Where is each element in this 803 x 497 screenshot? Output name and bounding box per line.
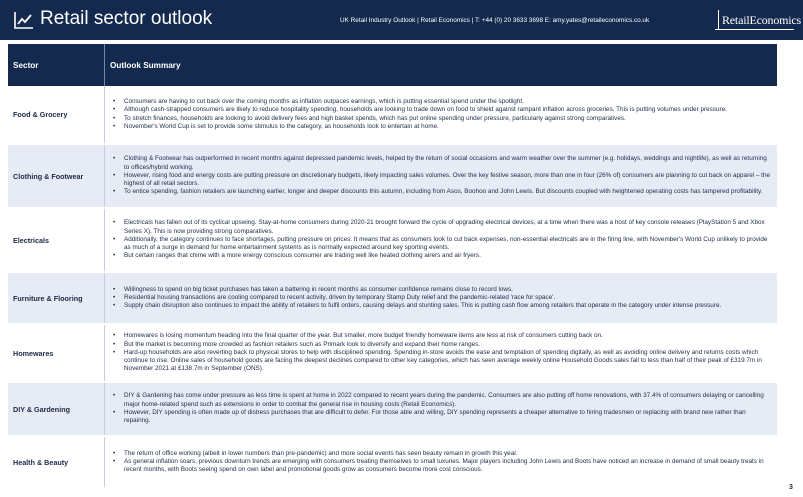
table-row [8,86,777,144]
bullet-item: • Although cash-strapped consumers are likely to reduce hospitality spending, households are looking to trade down on food to shield against rampant inflation across groceries. This is putting volumes under pressure. [124,106,771,114]
bullet-list [105,332,777,373]
bullet-item: • Residential housing transactions are cooling compared to recent activity, driven by temporary Stamp Duty relief and the pandemic-related 'race for space'. [124,294,771,302]
bullet-list [105,392,777,425]
line-chart-icon [14,11,34,29]
bullet-item: • Supply chain disruption also continues to impact the ability of retailers to fulfil orders, causing delays and stunting sales. This is putting cash flow among retailers that operate in the category under intense pressure. [124,302,771,310]
bullet-list [105,155,777,196]
bullet-item: • To stretch finances, households are looking to avoid delivery fees and high basket spends, which has put online spending under pressure, particularly against strong comparatives. [124,115,771,123]
bullet-item: • Homewares is losing momentum heading into the final quarter of the year. But smaller, more budget friendly homeware items are less at risk of consumers cutting back on. [124,332,771,340]
summary-cell [105,144,778,208]
bullet-item: • But certain ranges that chime with a more energy conscious consumer are trading well like heated clothing airers and air fryers. [124,252,771,260]
sector-name: Homewares [8,324,105,382]
sector-name: Health & Beauty [8,436,105,488]
bullet-list [105,286,777,311]
bullet-item: • Willingness to spend on big ticket purchases has taken a battering in recent months as consumer confidence remains close to record lows. [124,286,771,294]
retail-economics-logo[interactable] [718,10,801,36]
bullet-list [105,450,777,475]
bullet-item: • To entice spending, fashion retailers are launching earlier, longer and deeper discounts this autumn, including from Asos, Boohoo and John Lewis. But discounts coupled with heightened operating costs has tampered profitability. [124,188,771,196]
bullet-item: • Additionally, the category continues to face shortages, putting pressure on prices. It means that as consumers look to cut back expenses, non-essential electricals are in the firing line, with November's World Cup unlikely to provide as much of a surge in demand for home entertainment systems as is normally expected around key sporting events. [124,236,771,253]
summary-cell [105,324,778,382]
logo-text: RetailEconomics [722,13,801,27]
table-row [8,272,777,324]
bullet-item: • Hard-up households are also reverting back to physical stores to help with disciplined spending. Spending in-store avoids the ease and temptation of spending digitally, as well as avoiding online delivery and returns costs which continue to rise. Online sales of household goods are facing the deepest declines compared to other key categories, which has seen average weekly online Household Goods sales fall to less than half of their peak of £319.7m in November 2021 at £138.7m in September (ONS). [124,349,771,374]
summary-column-header: Outlook Summary [105,44,778,86]
table-row [8,208,777,272]
sector-name: Food & Grocery [8,86,105,144]
logo-tick [715,29,719,30]
bullet-list [105,219,777,260]
table-body [8,86,777,488]
sector-name: DIY & Gardening [8,382,105,436]
table-row [8,436,777,488]
summary-cell [105,208,778,272]
bullet-item: • The return of office working (albeit in lower numbers than pre-pandemic) and more social events has seen beauty remain in growth this year. [124,450,771,458]
logo-frame [718,10,719,30]
sector-name: Electricals [8,208,105,272]
bullet-item: • As general inflation soars, previous downturn trends are emerging with consumers treating themselves to small luxuries. Major players including John Lewis and Boots have noticed an increase in demand of small beauty treats in recent months, with Boots seeing spend on own label and promotional goods grow as consumers become more cost conscious. [124,458,771,475]
bullet-item: • November's World Cup is set to provide some stimulus to the category, as households look to entertain at home. [124,123,771,131]
bullet-item: • Electricals has fallen out of its cyclical upswing. Stay-at-home consumers during 2020-21 brought forward the cycle of upgrading electrical devices, at a time when there was a host of key console releases (PlayStation 5 and Xbox Series X). This is now providing strong comparatives. [124,219,771,236]
sector-name: Clothing & Footwear [8,144,105,208]
summary-cell [105,436,778,488]
logo-underline [718,29,794,30]
bullet-item: • However, rising food and energy costs are putting pressure on discretionary budgets, likely impacting sales volumes. Over the key festive season, more than one in four (26% of) consumers are planning to cut back on apparel – the highest of all retail sectors. [124,172,771,189]
table-row [8,324,777,382]
summary-cell [105,86,778,144]
page-number: 3 [789,484,793,491]
table-row [8,144,777,208]
bullet-item: • However, DIY spending is often made up of distress purchases that are difficult to defer. For those able and willing, DIY spending represents a cheaper alternative to hiring tradesmen or replacing with brand new rather than repairing. [124,409,771,426]
sector-column-header: Sector [8,44,105,86]
sector-name: Furniture & Flooring [8,272,105,324]
bullet-item: • But the market is becoming more crowded as fashion retailers such as Primark look to diversify and expand their home ranges. [124,341,771,349]
summary-cell [105,382,778,436]
bullet-item: • Clothing & Footwear has outperformed in recent months against depressed pandemic levels, helped by the return of social occasions and warm weather over the summer (e.g. holidays, weddings and nightlife), as well as returning to offices/hybrid working. [124,155,771,172]
bullet-item: • DIY & Gardening has come under pressure as less time is spent at home in 2022 compared to recent years during the pandemic. Consumers are also putting off home renovations, with 37.4% of consumers delaying or cancelling major home-related spend such as extensions in order to combat the general rise in housing costs (Retail Economics). [124,392,771,409]
page-title: Retail sector outlook [40,8,213,29]
header-bar [0,0,803,40]
table-row [8,382,777,436]
contact-info: UK Retail Industry Outlook | Retail Economics | T: +44 (0) 20 3633 3698 E: amy.yates@retaileconomics.co.uk [340,17,650,24]
bullet-item: • Consumers are having to cut back over the coming months as inflation outpaces earnings, which is putting essential spend under the spotlight. [124,98,771,106]
table-header-row [8,44,777,86]
bullet-list [105,98,777,131]
outlook-table [8,44,777,489]
summary-cell [105,272,778,324]
